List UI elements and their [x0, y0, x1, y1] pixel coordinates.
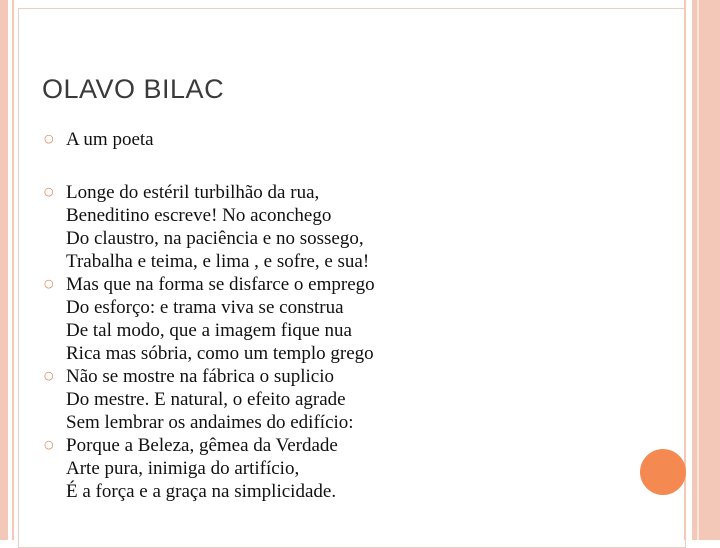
- right-decorative-line: [684, 0, 686, 540]
- left-decorative-line: [12, 0, 14, 540]
- bullet-item-stanza-1: [44, 181, 644, 273]
- poem-line: Do claustro, na paciência e no sossego,: [66, 228, 364, 249]
- poem-line: Porque a Beleza, gêmea da Verdade: [66, 435, 338, 456]
- bullet-icon: ○: [44, 438, 54, 451]
- decorative-orange-circle: [640, 449, 686, 495]
- bullet-item-stanza-2: [44, 273, 644, 365]
- poem-bullet-list: [44, 128, 644, 503]
- poem-line: Trabalha e teima, e lima , e sofre, e sua!: [66, 251, 370, 272]
- bullet-icon: ○: [44, 132, 54, 145]
- bullet-icon: ○: [44, 185, 54, 198]
- poem-line: Beneditino escreve! No aconchego: [66, 205, 332, 226]
- bullet-icon: ○: [44, 277, 54, 290]
- poem-line: Rica mas sóbria, como um templo grego: [66, 343, 374, 364]
- left-decorative-band: [0, 0, 8, 540]
- poem-line: Arte pura, inimiga do artifício,: [66, 458, 300, 479]
- poem-line: É a força e a graça na simplicidade.: [66, 481, 337, 502]
- poem-line: De tal modo, que a imagem fique nua: [66, 320, 352, 341]
- poem-line: A um poeta: [66, 129, 154, 150]
- poem-line: Do mestre. E natural, o efeito agrade: [66, 389, 346, 410]
- poem-line: Longe do estéril turbilhão da rua,: [66, 182, 320, 203]
- bullet-item-stanza-3: [44, 365, 644, 434]
- right-decorative-strip: [697, 0, 699, 540]
- poem-line: Não se mostre na fábrica o suplicio: [66, 366, 335, 387]
- poem-line: Mas que na forma se disfarce o emprego: [66, 274, 375, 295]
- slide-title: OLAVO BILAC: [42, 74, 225, 104]
- poem-line: Sem lembrar os andaimes do edifício:: [66, 412, 354, 433]
- poem-line: Do esforço: e trama viva se construa: [66, 297, 344, 318]
- bullet-item-poem-title: [44, 128, 644, 151]
- bullet-item-stanza-4: [44, 434, 644, 503]
- bullet-icon: ○: [44, 369, 54, 382]
